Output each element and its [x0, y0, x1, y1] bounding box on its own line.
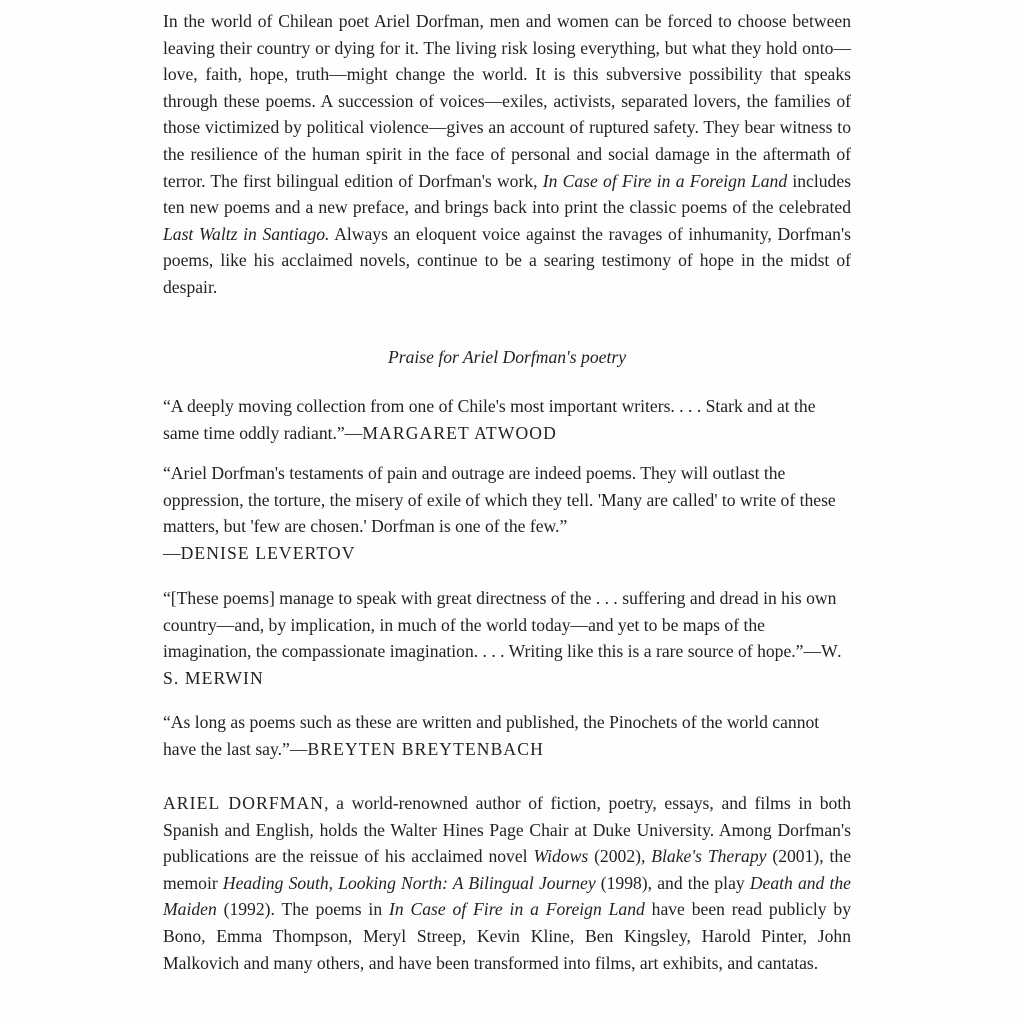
- bio-play-title: Death and the Maiden: [163, 872, 851, 920]
- quote-author: BREYTEN BREYTENBACH: [307, 738, 544, 759]
- author-bio: [163, 790, 851, 976]
- praise-quote: [163, 393, 851, 446]
- praise-heading: Praise for Ariel Dorfman's poetry: [387, 347, 626, 367]
- quote-dash: —: [163, 542, 181, 563]
- intro-paragraph: [163, 8, 851, 301]
- bio-book-title: Widows: [533, 846, 589, 867]
- bio-text: , a world-renowned author of fiction, poetry, essays, and films in both Spanish and English, holds the Walter Hines Page Chair at Duke University. Among Dorfman's publications are the reissue of his acclaimed novel: [163, 793, 851, 867]
- bio-book-title: Blake's Therapy: [651, 846, 767, 867]
- quote-author: W. S. MERWIN: [163, 641, 843, 688]
- praise-quote: [163, 585, 851, 691]
- bio-book-title: Heading South, Looking North: A Bilingual Journey: [222, 872, 596, 893]
- bio-text: (2001), the memoir: [163, 846, 852, 893]
- quote-text: “Ariel Dorfman's testaments of pain and outrage are indeed poems. They will outlast the oppression, the torture, the misery of exile of which they tell. 'Many are called' to write of these matters, but 'few are chosen.' Dorfman is one of the few.”: [163, 463, 836, 537]
- intro-text-3: Always an eloquent voice against the ravages of inhumanity, Dorfman's poems, like his acclaimed novels, continue to be a searing testimony of hope in the midst of despair.: [163, 223, 851, 297]
- bio-text: (2002),: [594, 846, 646, 867]
- bio-book-title: In Case of Fire in a Foreign Land: [388, 899, 645, 920]
- praise-quote: [163, 709, 851, 762]
- bio-text: (1992). The poems in: [223, 899, 383, 920]
- intro-book-title: In Case of Fire in a Foreign Land: [542, 170, 788, 191]
- bio-text: (1998), and the play: [600, 872, 745, 893]
- quote-author: MARGARET ATWOOD: [362, 422, 557, 443]
- intro-text-2: includes ten new poems and a new preface, and brings back into print the classic poems of the celebrated: [163, 170, 851, 218]
- praise-quote: [163, 460, 851, 566]
- quote-text: “[These poems] manage to speak with great directness of the . . . suffering and dread in his own country—and, by implication, in much of the world today—and yet to be maps of the imagination, the compassionate imagination. . . . Writing like this is a rare source of hope.”—: [163, 588, 837, 662]
- bio-text: have been read publicly by Bono, Emma Thompson, Meryl Streep, Kevin Kline, Ben Kingsley, Harold Pinter, John Malkovich and many others, and have been transformed into films, art exhibits, and cantatas.: [163, 899, 852, 973]
- author-name: ARIEL DORFMAN: [163, 793, 325, 813]
- intro-text: In the world of Chilean poet Ariel Dorfman, men and women can be forced to choose between leaving their country or dying for it. The living risk losing everything, but what they hold onto—love, faith, hope, truth—might change the world. It is this subversive possibility that speaks through these poems. A succession of voices—exiles, activists, separated lovers, the families of those victimized by political violence—gives an account of ruptured safety. They bear witness to the resilience of the human spirit in the face of personal and social damage in the aftermath of terror. The first bilingual edition of Dorfman's work,: [163, 11, 851, 191]
- quote-text: “As long as poems such as these are written and published, the Pinochets of the world cannot have the last say.”—: [163, 712, 820, 759]
- quote-text: “A deeply moving collection from one of Chile's most important writers. . . . Stark and at the same time oddly radiant.”—: [163, 396, 816, 443]
- intro-earlier-book-title: Last Waltz in Santiago.: [163, 223, 330, 244]
- quote-author: DENISE LEVERTOV: [180, 542, 356, 563]
